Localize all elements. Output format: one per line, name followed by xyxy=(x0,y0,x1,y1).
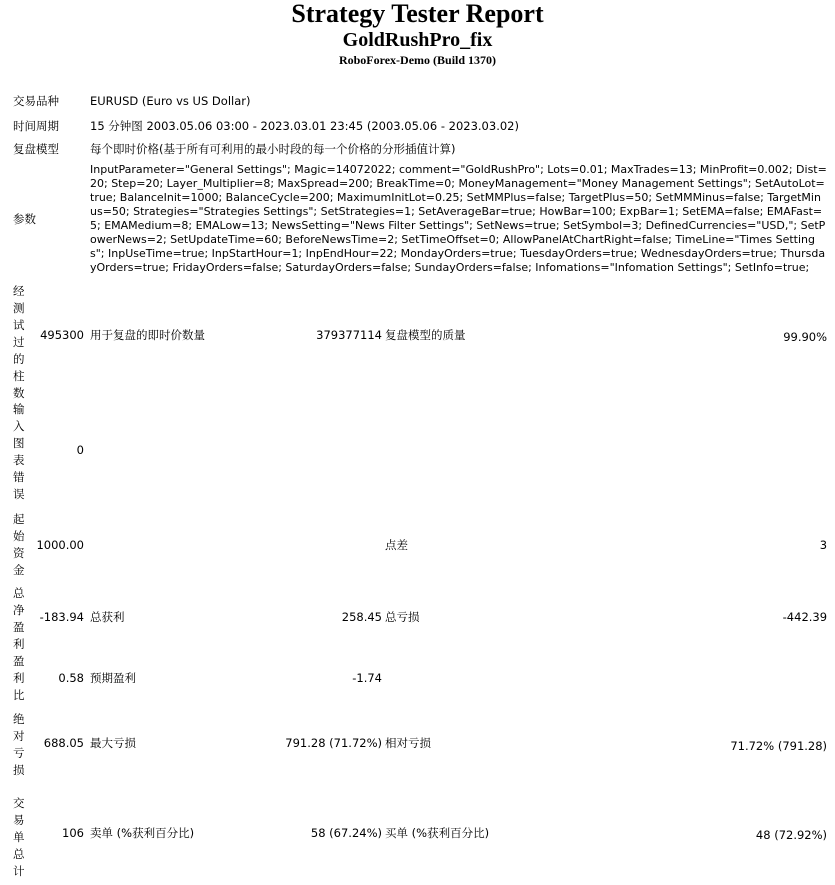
netprofit-label: 总净盈利 xyxy=(13,586,25,651)
model-value: 每个即时价格(基于所有可利用的最小时段的每一个价格的分形插值计算) xyxy=(90,142,456,156)
netprofit-row xyxy=(10,583,830,651)
maxdd-label: 最大亏损 xyxy=(90,736,136,750)
model-row xyxy=(10,138,830,161)
drawdown-row xyxy=(10,707,830,785)
long-label: 买单 (%获利百分比) xyxy=(385,826,490,840)
maxdd-value: 791.28 (71.72%) xyxy=(285,736,382,750)
period-label: 时间周期 xyxy=(13,119,59,133)
deposit-label: 起始资金 xyxy=(13,512,25,577)
trades-row xyxy=(10,785,830,885)
errors-label: 输入图表错误 xyxy=(13,402,25,501)
grossloss-value: -442.39 xyxy=(782,609,828,624)
symbol-value: EURUSD (Euro vs US Dollar) xyxy=(90,94,251,108)
period-row xyxy=(10,115,830,138)
trades-label: 交易单总计 xyxy=(13,796,25,878)
short-label: 卖单 (%获利百分比) xyxy=(90,826,195,840)
params-row xyxy=(10,161,830,277)
pf-row xyxy=(10,651,830,707)
spread-label: 点差 xyxy=(385,538,408,552)
pf-label: 盈利比 xyxy=(13,654,25,702)
short-value: 58 (67.24%) xyxy=(310,826,382,840)
trades-value: 106 xyxy=(62,826,84,840)
netprofit-value: -183.94 xyxy=(39,610,84,624)
symbol-row xyxy=(10,88,830,115)
model-label: 复盘模型 xyxy=(13,142,59,156)
errors-row xyxy=(10,397,830,507)
bars-label: 经测试过的柱数 xyxy=(13,284,25,400)
errors-value: 0 xyxy=(76,443,84,457)
expert-name: GoldRushPro_fix xyxy=(342,29,493,51)
params-label: 参数 xyxy=(13,211,36,226)
quality-value: 99.90% xyxy=(783,329,828,344)
absdd-label: 绝对亏损 xyxy=(13,712,25,777)
grossloss-label: 总亏损 xyxy=(385,610,420,624)
expected-value: -1.74 xyxy=(352,671,382,685)
expected-label: 预期盈利 xyxy=(90,671,136,685)
absdd-value: 688.05 xyxy=(43,736,84,750)
reldd-value: 71.72% (791.28) xyxy=(730,738,828,753)
server-info: RoboForex-Demo (Build 1370) xyxy=(338,53,497,67)
report-table xyxy=(10,88,830,885)
report-title: Strategy Tester Report xyxy=(291,0,544,28)
long-value: 48 (72.92%) xyxy=(755,827,828,842)
reldd-label: 相对亏损 xyxy=(385,736,431,750)
report-header xyxy=(0,0,835,68)
ticks-value: 379377114 xyxy=(316,328,382,342)
bars-row xyxy=(10,277,830,397)
quality-label: 复盘模型的质量 xyxy=(385,328,466,342)
period-value: 15 分钟图 2003.05.06 03:00 - 2023.03.01 23:45 (2003.05.06 - 2023.03.02) xyxy=(90,119,519,133)
symbol-label: 交易品种 xyxy=(13,94,59,108)
deposit-row xyxy=(10,507,830,583)
ticks-label: 用于复盘的即时价数量 xyxy=(90,328,205,342)
deposit-value: 1000.00 xyxy=(36,538,84,552)
grossprofit-value: 258.45 xyxy=(341,610,382,624)
params-value: InputParameter="General Settings"; Magic=14072022; comment="GoldRushPro"; Lots=0.01; MaxTrades=13; MinProfit=0.002; Dist=20; Step=20; Layer_Multiplier=8; MaxSpread=200; BreakTime=0; MoneyManagement="Money Management Settings"; SetAutoLot=true; BalanceInit=1000; BalanceCycle=200; MaximumInitLot=0.25; SetMMPlus=false; TargetPlus=50; SetMMMinus=false; TargetMinus=50; Strategies="Strategies Settings"; SetStrategies=1; SetAverageBar=true; HowBar=100; ExpBar=1; SetEMA=false; EMAFast=5; EMAMedium=8; EMALow=13; NewsSetting="News Filter Settings"; SetNews=true; SetSymbol=3; DefinedCurrencies="USD,"; SetPowerNews=2; SetUpdateTime=60; BeforeNewsTime=2; SetTimeOffset=0; AllowPanelAtChartRight=false; TimeLine="Times Settings"; InpUseTime=true; InpStartHour=1; InpEndHour=22; MondayOrders=true; TuesdayOrders=true; WednesdayOrders=true; ThursdayOrders=true; FridayOrders=false; SaturdayOrders=false; SundayOrders=false; Infomations="Infomation Settings"; SetInfo=true; xyxy=(90,163,827,274)
grossprofit-label: 总获利 xyxy=(90,610,125,624)
bars-value: 495300 xyxy=(40,328,84,342)
spread-value: 3 xyxy=(819,537,828,552)
pf-value: 0.58 xyxy=(58,671,84,685)
